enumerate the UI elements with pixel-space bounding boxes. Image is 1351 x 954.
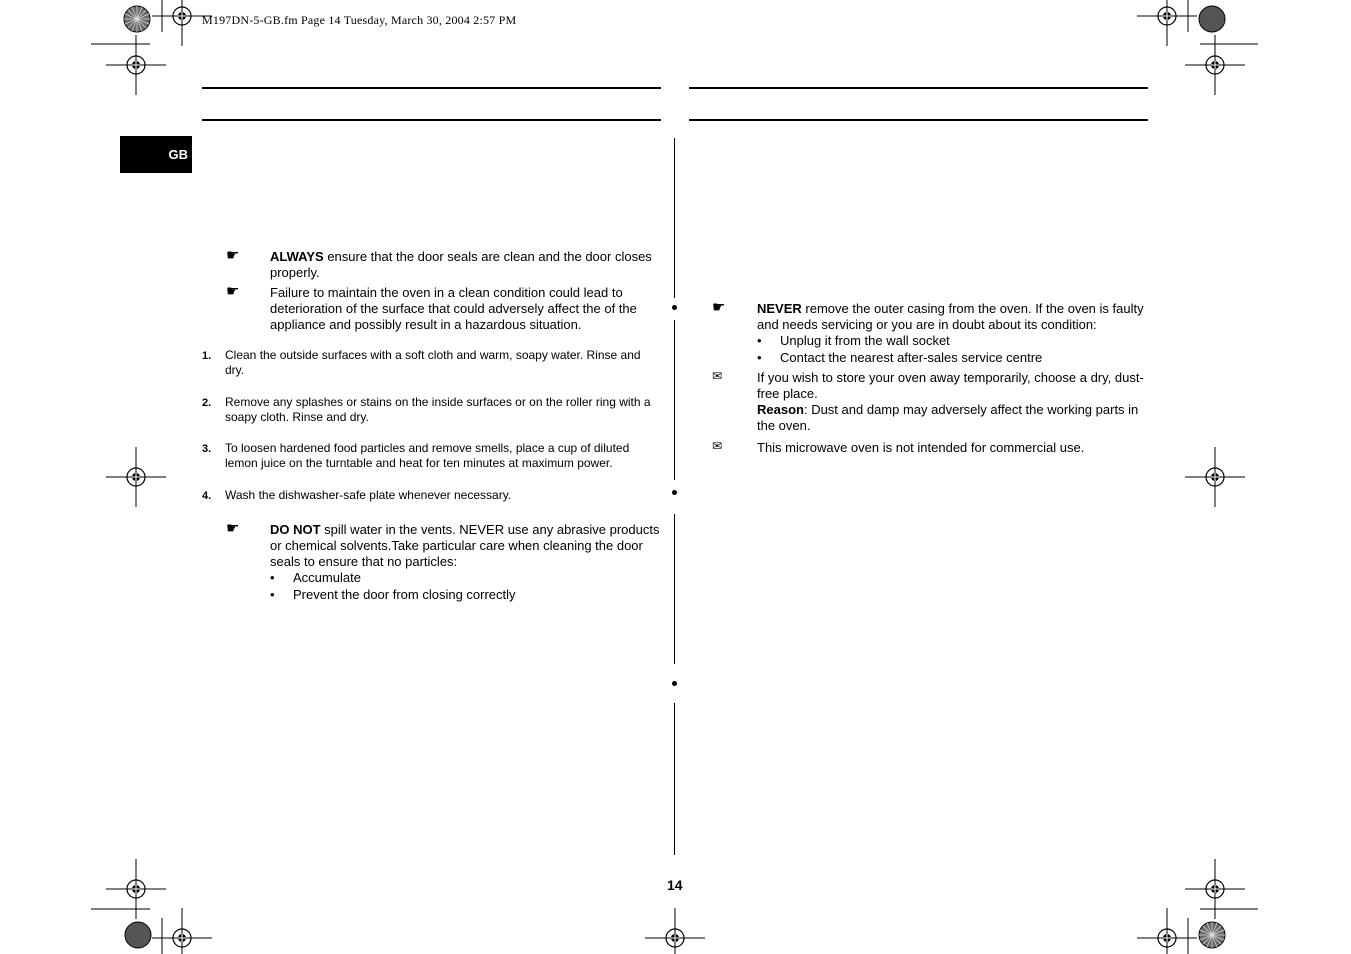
- file-stamp: M197DN-5-GB.fm Page 14 Tuesday, March 30, 2004 2:57 PM: [202, 13, 517, 27]
- note-never: [757, 301, 1149, 333]
- divider-dot: [672, 681, 677, 686]
- divider-dot: [672, 490, 677, 495]
- left-second-rule: [202, 119, 661, 121]
- note-keyword: ALWAYS: [270, 249, 324, 264]
- hand-pointer-icon: ☛: [226, 247, 240, 264]
- note-text: Failure to maintain the oven in a clean condition could lead to deterioration of the surface that could adversely affect the of the appliance and possibly result in a hazardous situation.: [270, 285, 637, 332]
- bullet-marker: •: [270, 570, 275, 585]
- note-text: spill water in the vents. NEVER use any abrasive products or chemical solvents.Take particular care when cleaning the door seals to ensure that no particles:: [270, 522, 660, 569]
- note-commercial: This microwave oven is not intended for commercial use.: [757, 440, 1085, 455]
- bullet-item: Accumulate: [293, 570, 361, 585]
- step-text: Clean the outside surfaces with a soft cloth and warm, soapy water. Rinse and dry.: [225, 348, 641, 377]
- language-tab: GB: [120, 136, 192, 173]
- note-text: If you wish to store your oven away temporarily, choose a dry, dust-free place.: [757, 370, 1144, 401]
- bullet-item: Prevent the door from closing correctly: [293, 587, 516, 602]
- column-divider: [674, 138, 675, 298]
- reason-text: : Dust and damp may adversely affect the working parts in the oven.: [757, 402, 1139, 433]
- note-always: [270, 249, 660, 281]
- column-divider: [674, 320, 675, 480]
- note-text: ensure that the door seals are clean and the door closes properly.: [270, 249, 652, 280]
- note-keyword: NEVER: [757, 301, 802, 316]
- column-divider: [674, 514, 675, 664]
- note-text: remove the outer casing from the oven. If the oven is faulty and needs servicing or you are in doubt about its condition:: [757, 301, 1144, 332]
- step-number: 1.: [202, 350, 212, 362]
- left-top-rule: [202, 87, 661, 89]
- bullet-marker: •: [757, 350, 762, 365]
- right-top-rule: [689, 87, 1148, 89]
- note-do-not: [270, 522, 662, 570]
- bullet-marker: •: [270, 587, 275, 602]
- bullet-marker: •: [757, 333, 762, 348]
- right-second-rule: [689, 119, 1148, 121]
- step-text: Remove any splashes or stains on the inside surfaces or on the roller ring with a soapy cloth. Rinse and dry.: [225, 395, 651, 424]
- hand-pointer-icon: ☛: [226, 283, 240, 300]
- hand-pointer-icon: ☛: [712, 299, 726, 316]
- step-number: 2.: [202, 397, 212, 409]
- bullet-item: Unplug it from the wall socket: [780, 333, 950, 348]
- note-failure: [270, 285, 660, 333]
- hand-pointer-icon: ☛: [226, 520, 240, 537]
- envelope-note-icon: ✉: [712, 369, 723, 383]
- note-store: [757, 370, 1149, 434]
- step-text: To loosen hardened food particles and remove smells, place a cup of diluted lemon juice on the turntable and heat for ten minutes at maximum power.: [225, 441, 630, 470]
- step-number: 3.: [202, 443, 212, 455]
- envelope-note-icon: ✉: [712, 439, 723, 453]
- reason-keyword: Reason: [757, 402, 804, 417]
- divider-dot: [672, 305, 677, 310]
- bullet-item: Contact the nearest after-sales service centre: [780, 350, 1043, 365]
- note-keyword: DO NOT: [270, 522, 321, 537]
- page-number: 14: [667, 877, 683, 893]
- step-number: 4.: [202, 490, 212, 502]
- step-text: Wash the dishwasher-safe plate whenever necessary.: [225, 488, 512, 502]
- column-divider: [674, 703, 675, 855]
